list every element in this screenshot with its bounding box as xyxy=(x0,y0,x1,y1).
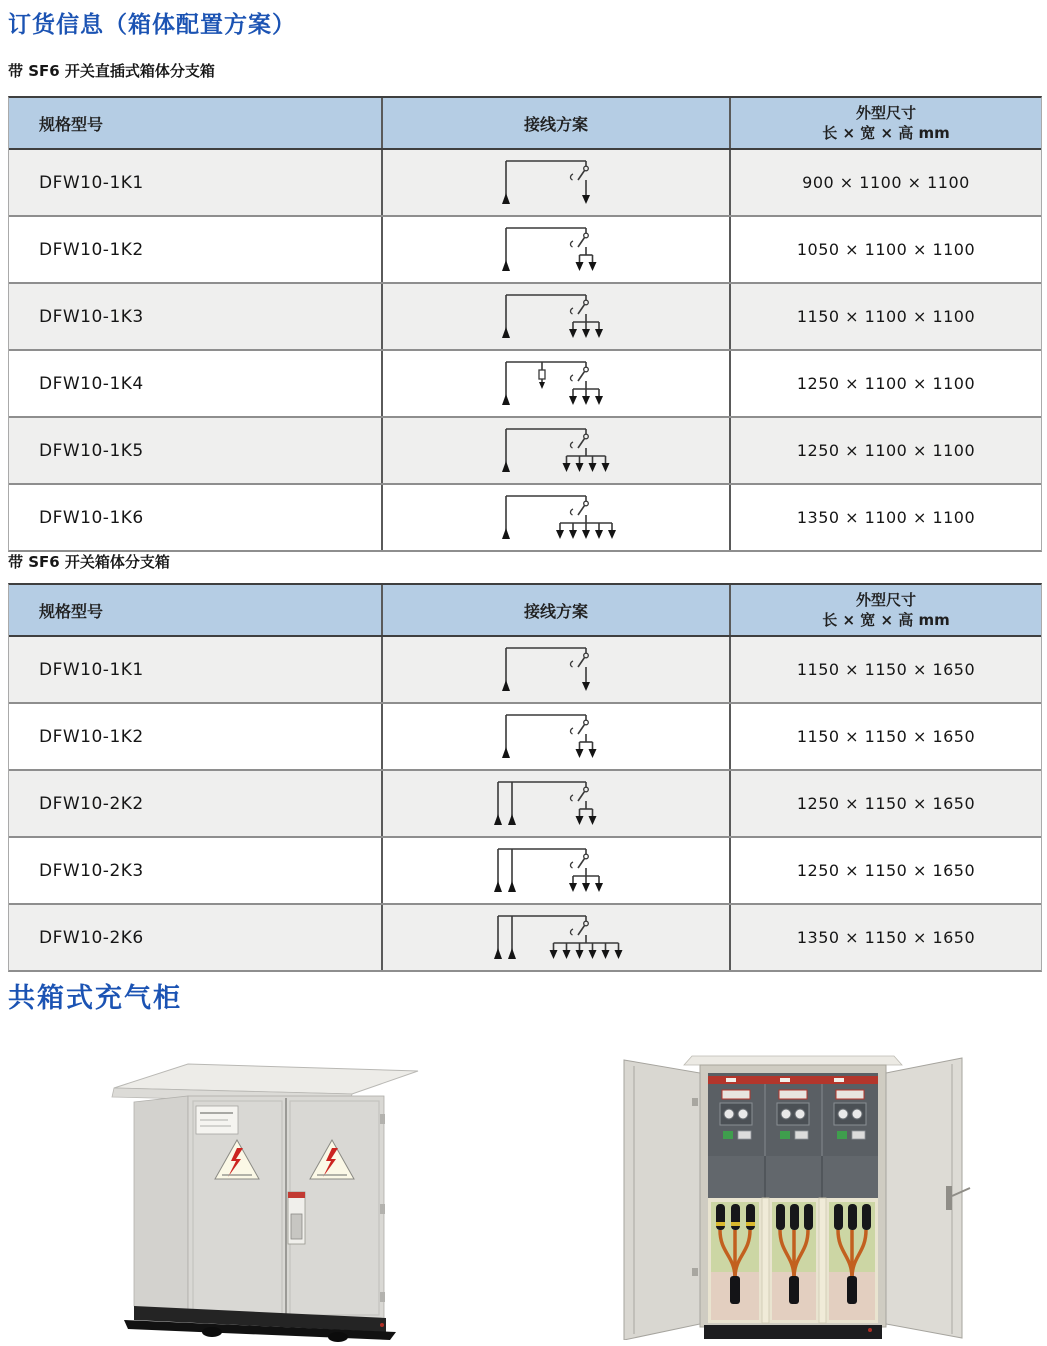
model-cell: DFW10-1K3 xyxy=(39,306,144,327)
model-cell: DFW10-2K2 xyxy=(39,793,144,814)
table-row xyxy=(9,905,1041,970)
table-row xyxy=(9,418,1041,485)
table-row xyxy=(9,217,1041,284)
header-dimensions-line2: 长 × 宽 × 高 mm xyxy=(822,124,950,142)
page-title: 订货信息（箱体配置方案） xyxy=(8,12,296,38)
wiring-diagram xyxy=(381,771,729,836)
header-dimensions xyxy=(729,585,1041,635)
cable-compartment xyxy=(708,1198,878,1323)
closed-cabinet-illustration xyxy=(100,1044,435,1342)
model-cell: DFW10-1K5 xyxy=(39,440,144,461)
header-wiring: 接线方案 xyxy=(381,585,729,635)
wiring-diagram xyxy=(381,284,729,349)
model-cell: DFW10-2K6 xyxy=(39,927,144,948)
wiring-diagram xyxy=(381,485,729,550)
header-dimensions-line2: 长 × 宽 × 高 mm xyxy=(822,611,950,629)
open-door-right xyxy=(886,1058,970,1338)
table-row xyxy=(9,284,1041,351)
table-row xyxy=(9,704,1041,771)
open-cabinet-photo xyxy=(608,1038,978,1344)
table1-subtitle: 带 SF6 开关直插式箱体分支箱 xyxy=(8,62,215,80)
dimensions-cell: 1250 × 1100 × 1100 xyxy=(729,418,1041,483)
dimensions-cell: 1150 × 1150 × 1650 xyxy=(729,637,1041,702)
model-cell: DFW10-1K1 xyxy=(39,172,144,193)
model-cell: DFW10-1K1 xyxy=(39,659,144,680)
table2-header-row xyxy=(9,585,1041,637)
open-cabinet-illustration xyxy=(608,1038,978,1340)
open-door-left xyxy=(624,1060,700,1340)
table-row xyxy=(9,637,1041,704)
model-cell: DFW10-1K4 xyxy=(39,373,144,394)
dimensions-cell: 1250 × 1150 × 1650 xyxy=(729,838,1041,903)
dimensions-cell: 1050 × 1100 × 1100 xyxy=(729,217,1041,282)
model-cell: DFW10-2K3 xyxy=(39,860,144,881)
model-cell: DFW10-1K2 xyxy=(39,239,144,260)
model-cell: DFW10-1K2 xyxy=(39,726,144,747)
spec-table-2 xyxy=(8,583,1042,972)
wiring-diagram xyxy=(381,418,729,483)
dimensions-cell: 1150 × 1100 × 1100 xyxy=(729,284,1041,349)
nameplate xyxy=(196,1106,238,1134)
table-row xyxy=(9,150,1041,217)
cabinet-base xyxy=(704,1325,882,1339)
table-row xyxy=(9,351,1041,418)
table-row xyxy=(9,485,1041,550)
header-model: 规格型号 xyxy=(39,114,104,134)
dimensions-cell: 1350 × 1150 × 1650 xyxy=(729,905,1041,970)
dimensions-cell: 1150 × 1150 × 1650 xyxy=(729,704,1041,769)
header-wiring: 接线方案 xyxy=(381,98,729,148)
table-row xyxy=(9,771,1041,838)
spec-table-1 xyxy=(8,96,1042,552)
wiring-diagram xyxy=(381,217,729,282)
header-model: 规格型号 xyxy=(39,601,104,621)
header-dimensions-line1: 外型尺寸 xyxy=(855,591,916,609)
closed-cabinet-photo xyxy=(100,1044,435,1346)
dimensions-cell: 1350 × 1100 × 1100 xyxy=(729,485,1041,550)
dimensions-cell: 1250 × 1150 × 1650 xyxy=(729,771,1041,836)
section-title: 共箱式充气柜 xyxy=(8,983,182,1014)
cabinet-roof xyxy=(684,1056,902,1065)
wiring-diagram xyxy=(381,838,729,903)
door-lock xyxy=(288,1192,305,1244)
wiring-diagram xyxy=(381,150,729,215)
table2-subtitle: 带 SF6 开关箱体分支箱 xyxy=(8,553,170,571)
wiring-diagram xyxy=(381,905,729,970)
table-row xyxy=(9,838,1041,905)
header-dimensions-line1: 外型尺寸 xyxy=(855,104,916,122)
wiring-diagram xyxy=(381,351,729,416)
wiring-diagram xyxy=(381,704,729,769)
wiring-diagram xyxy=(381,637,729,702)
header-dimensions xyxy=(729,98,1041,148)
cabinet-side-panel xyxy=(134,1096,188,1320)
model-cell: DFW10-1K6 xyxy=(39,507,144,528)
dimensions-cell: 900 × 1100 × 1100 xyxy=(729,150,1041,215)
table1-header-row xyxy=(9,98,1041,150)
dimensions-cell: 1250 × 1100 × 1100 xyxy=(729,351,1041,416)
